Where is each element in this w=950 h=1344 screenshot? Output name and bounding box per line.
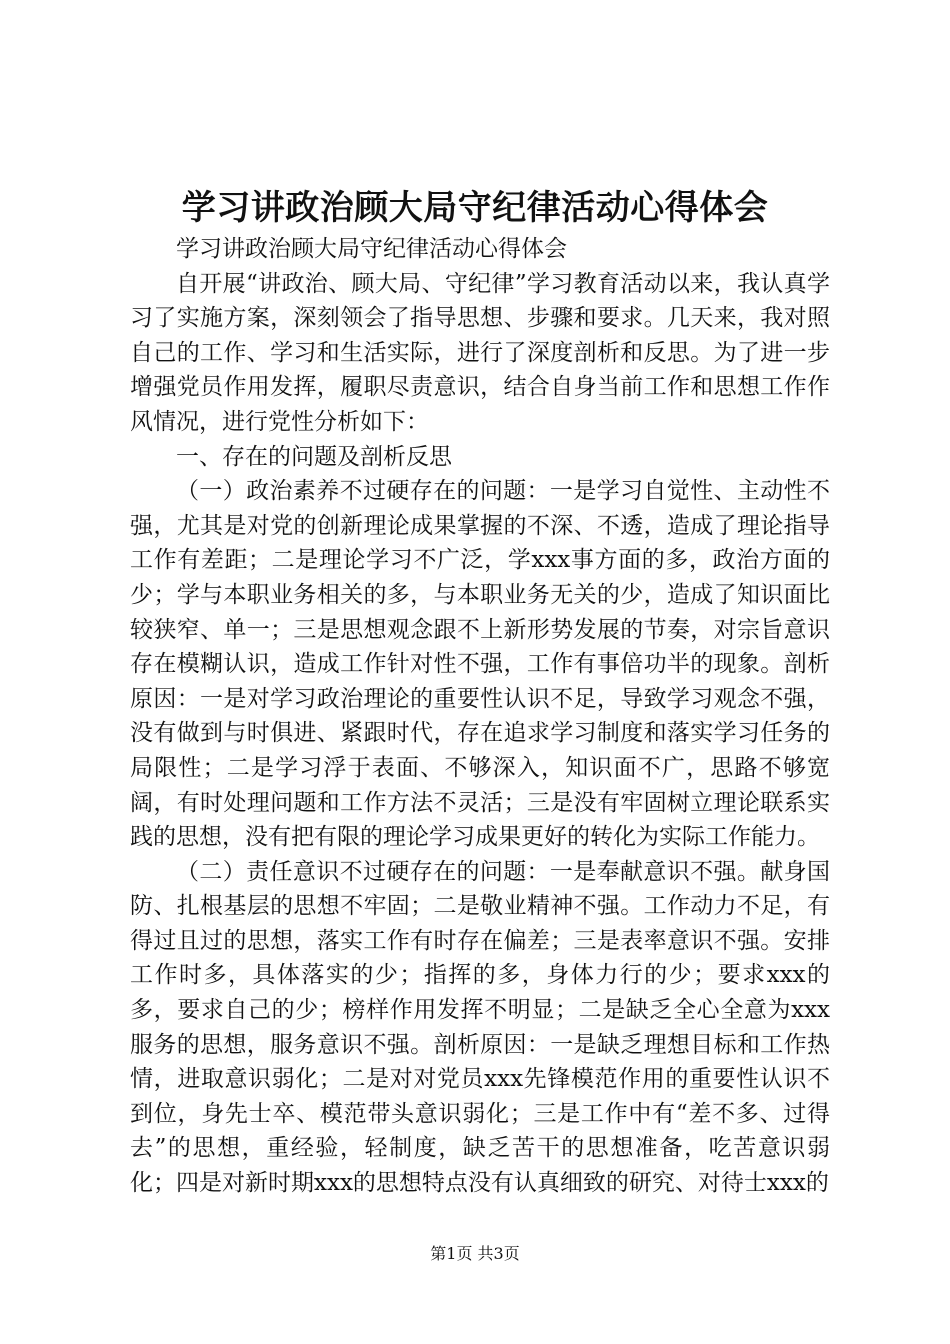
document-title: 学习讲政治顾大局守纪律活动心得体会: [181, 188, 769, 228]
section-heading: 一、存在的问题及剖析反思: [176, 443, 452, 470]
body-paragraph: （二）责任意识不过硬存在的问题：一是奉献意识不强。献身国防、扎根基层的思想不牢固；二是敬业精神不强。工作动力不足，有得过且过的思想，落实工作有时存在偏差；三是表率意识不强。安排工作时多，具体落实的少；指挥的多，身体力行的少；要求xxx的多，要求自己的少；榜样作用发挥不明显；二是缺乏全心全意为xxx服务的思想，服务意识不强。剖析原因：一是缺乏理想目标和工作热情，进取意识弱化；二是对对党员xxx先锋模范作用的重要性认识不到位，身先士卒、模范带头意识弱化；三是工作中有“差不多、过得去”的思想，重经验，轻制度，缺乏苦干的思想准备，吃苦意识弱化；四是对新时期xxx的思想特点没有认真细致的研究、对待士xxx的: [130, 858, 830, 1197]
subtitle-paragraph: 学习讲政治顾大局守纪律活动心得体会: [176, 236, 567, 262]
document-body: [130, 232, 830, 1201]
page-footer: 第1页 共3页: [430, 1244, 520, 1263]
body-paragraph: （一）政治素养不过硬存在的问题：一是学习自觉性、主动性不强，尤其是对党的创新理论成果掌握的不深、不透，造成了理论指导工作有差距；二是理论学习不广泛，学xxx事方面的多，政治方面的少；学与本职业务相关的多，与本职业务无关的少，造成了知识面比较狭窄、单一；三是思想观念跟不上新形势发展的节奏，对宗旨意识存在模糊认识，造成工作针对性不强，工作有事倍功半的现象。剖析原因：一是对学习政治理论的重要性认识不足，导致学习观念不强，没有做到与时俱进、紧跟时代，存在追求学习制度和落实学习任务的局限性；二是学习浮于表面、不够深入，知识面不广，思路不够宽阔，有时处理问题和工作方法不灵活；三是没有牢固树立理论联系实践的思想，没有把有限的理论学习成果更好的转化为实际工作能力。: [130, 478, 830, 851]
intro-paragraph: 自开展“讲政治、顾大局、守纪律”学习教育活动以来，我认真学习了实施方案，深刻领会了指导思想、步骤和要求。几天来，我对照自己的工作、学习和生活实际，进行了深度剖析和反思。为了进一步增强党员作用发挥，履职尽责意识，结合自身当前工作和思想工作作风情况，进行党性分析如下：: [130, 270, 830, 435]
